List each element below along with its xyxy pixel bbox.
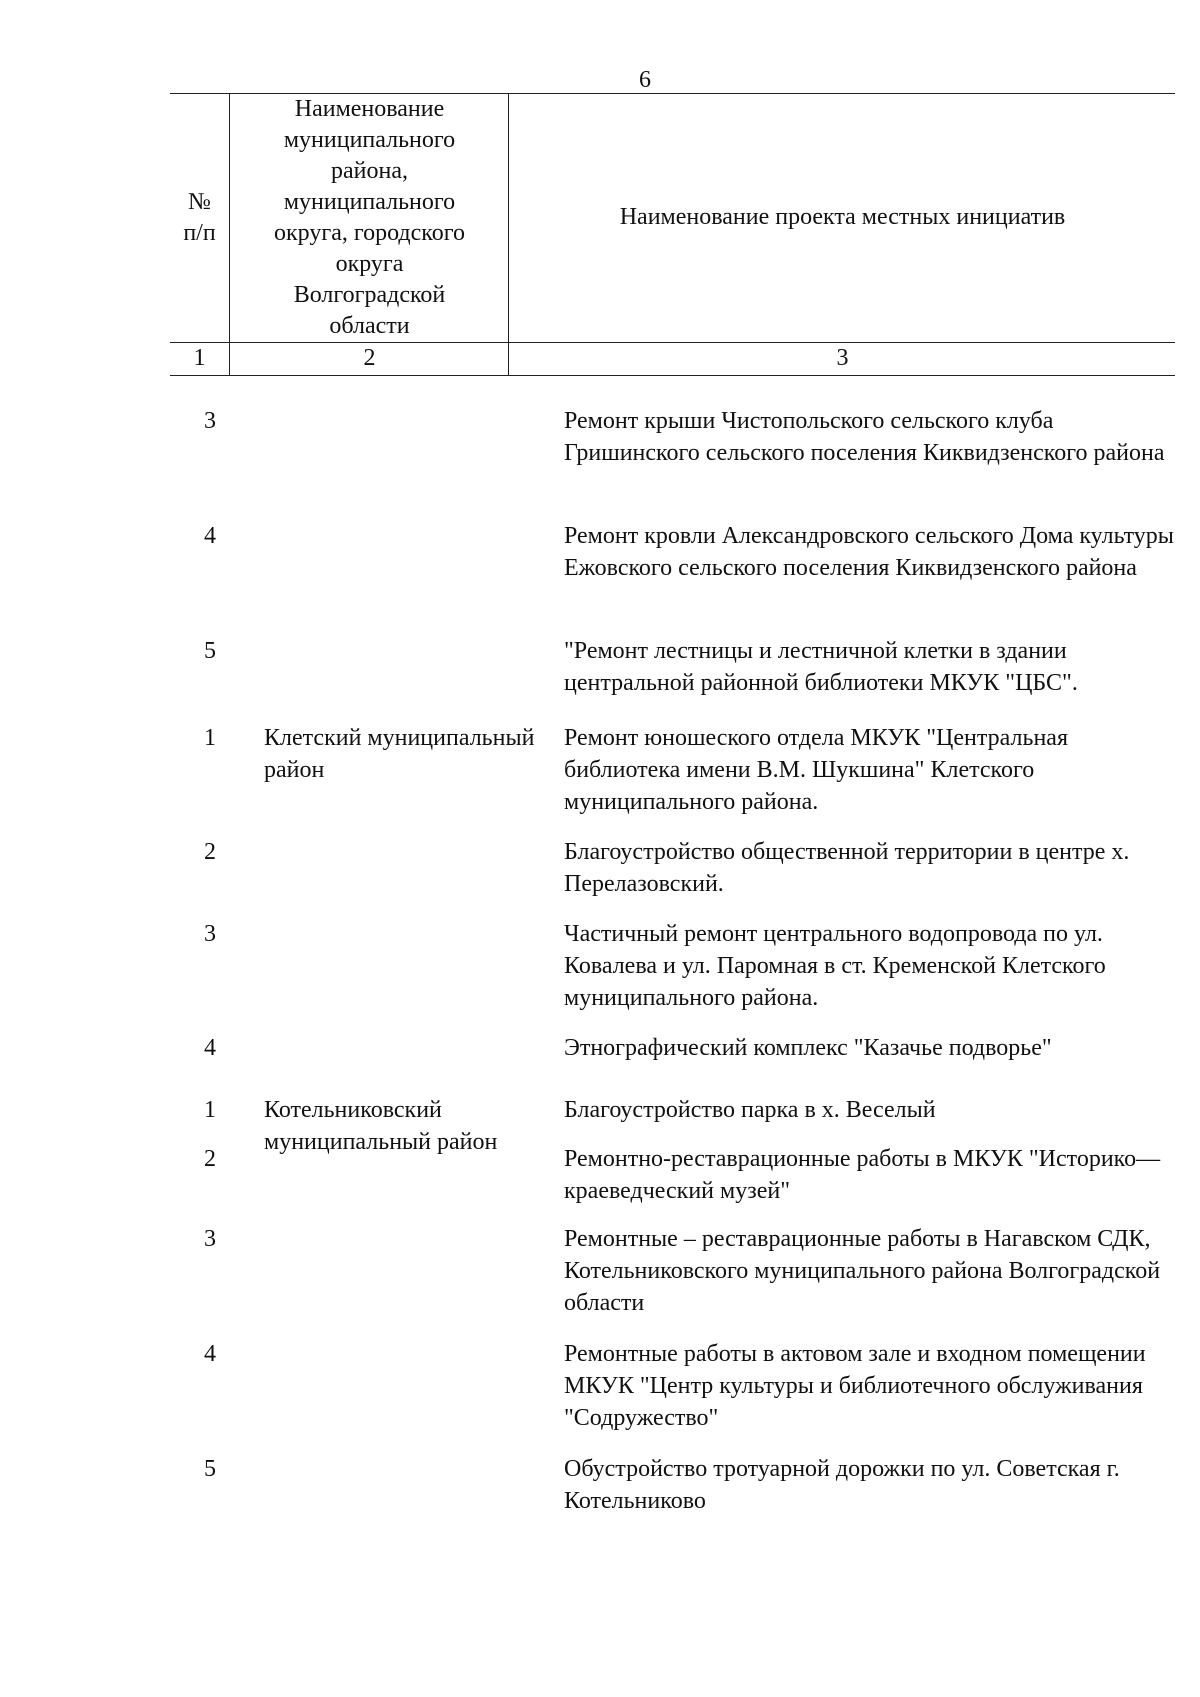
project-name: Ремонтно-реставрационные работы в МКУК "Историко—краеведческий музей" xyxy=(564,1146,1161,1204)
row-number: 4 xyxy=(204,523,216,549)
project-name: Ремонтные – реставрационные работы в Нагавском СДК, Котельниковского муниципального района Волгоградской области xyxy=(564,1226,1161,1316)
district-name: Клетский муниципальный район xyxy=(264,725,535,783)
row-number: 3 xyxy=(204,1226,216,1252)
header-col-district: Наименование муниципального района, муниципального округа, городского округа Волгоградской области xyxy=(274,96,465,339)
row-number: 2 xyxy=(204,1146,216,1172)
project-name: Обустройство тротуарной дорожки по ул. Советская г. Котельниково xyxy=(564,1456,1120,1514)
row-number: 4 xyxy=(204,1341,216,1367)
district-name: Котельниковский муниципальный район xyxy=(264,1097,498,1155)
header-divider-1 xyxy=(229,93,230,375)
project-name: Благоустройство общественной территории в центре х. Перелазовский. xyxy=(564,839,1130,897)
project-name: Ремонтные работы в актовом зале и входном помещении МКУК "Центр культуры и библиотечного обслуживания "Содружество" xyxy=(564,1341,1146,1431)
row-number: 1 xyxy=(204,725,216,751)
header-index-2: 2 xyxy=(363,345,376,371)
row-number: 5 xyxy=(204,638,216,664)
header-bottom-rule xyxy=(170,375,1175,376)
project-name: Благоустройство парка в х. Веселый xyxy=(564,1097,936,1123)
project-name: Ремонт юношеского отдела МКУК "Центральная библиотека имени В.М. Шукшина" Клетского муниципального района. xyxy=(564,725,1068,815)
row-number: 4 xyxy=(204,1035,216,1061)
project-name: Частичный ремонт центрального водопровода по ул. Ковалева и ул. Паромная в ст. Кременской Клетского муниципального района. xyxy=(564,921,1106,1011)
header-col-project: Наименование проекта местных инициатив xyxy=(619,204,1066,230)
project-name: Ремонт крыши Чистопольского сельского клуба Гришинского сельского поселения Киквидзенского района xyxy=(564,408,1165,466)
row-number: 3 xyxy=(204,408,216,434)
project-name: "Ремонт лестницы и лестничной клетки в здании центральной районной библиотеки МКУК "ЦБС". xyxy=(564,638,1078,696)
project-name: Ремонт кровли Александровского сельского Дома культуры Ежовского сельского поселения Киквидзенского района xyxy=(564,523,1174,581)
header-divider-2 xyxy=(508,93,509,375)
header-index-3: 3 xyxy=(836,345,849,371)
page-number: 6 xyxy=(639,67,651,93)
row-number: 3 xyxy=(204,921,216,947)
header-col-number: № п/п xyxy=(183,189,216,246)
row-number: 5 xyxy=(204,1456,216,1482)
header-index-1: 1 xyxy=(193,345,206,371)
row-number: 2 xyxy=(204,839,216,865)
project-name: Этнографический комплекс "Казачье подворье" xyxy=(564,1035,1052,1061)
row-number: 1 xyxy=(204,1097,216,1123)
